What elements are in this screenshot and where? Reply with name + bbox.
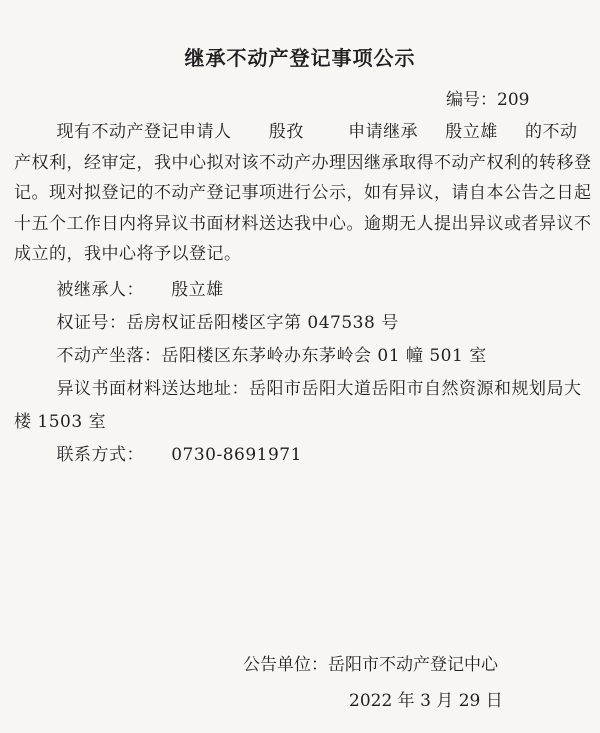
document-number: 编号：209 xyxy=(446,90,530,110)
location-label: 不动产坐落： xyxy=(56,345,162,366)
contact-row xyxy=(14,439,592,472)
cert-value: 岳房权证岳阳楼区字第 047538 号 xyxy=(126,312,399,333)
location-row xyxy=(14,340,592,373)
cert-row xyxy=(14,307,592,340)
contact-value: 0730-8691971 xyxy=(171,444,302,465)
notice-body xyxy=(14,117,592,472)
decedent-row xyxy=(14,274,592,307)
contact-label: 联系方式： xyxy=(56,444,144,465)
address-label: 异议书面材料送达地址： xyxy=(56,378,249,399)
applicant-name: 殷孜 xyxy=(268,122,304,142)
deceased-name: 殷立雄 xyxy=(445,122,498,142)
intro-text-2: 申请继承 xyxy=(348,122,419,142)
intro-text-3: 的不动产权利，经审定，我中心拟对该不动产办理因继承取得不动产权利的转移登记。现对拟登记的不动产登记事项进行公示，如有异议，请自本公告之日起十五个工作日内将异议书面材料送达我中心。逾期无人提出异议或者异议不成立的，我中心将予以登记。 xyxy=(14,122,592,264)
cert-label: 权证号： xyxy=(56,312,127,333)
decedent-label: 被继承人： xyxy=(56,279,144,300)
decedent-value: 殷立雄 xyxy=(171,279,224,300)
intro-paragraph xyxy=(14,117,592,270)
address-value: 岳阳市岳阳大道岳阳市自然资源和规划局大楼 1503 室 xyxy=(14,378,582,432)
page-title: 继承不动产登记事项公示 xyxy=(184,46,416,70)
location-value: 岳阳楼区东茅岭办东茅岭会 01 幢 501 室 xyxy=(161,345,487,366)
issuing-unit: 公告单位：岳阳市不动产登记中心 xyxy=(243,655,498,675)
address-row xyxy=(14,373,592,439)
issue-date: 2022 年 3 月 29 日 xyxy=(349,691,503,711)
intro-text-1: 现有不动产登记申请人 xyxy=(56,122,232,142)
